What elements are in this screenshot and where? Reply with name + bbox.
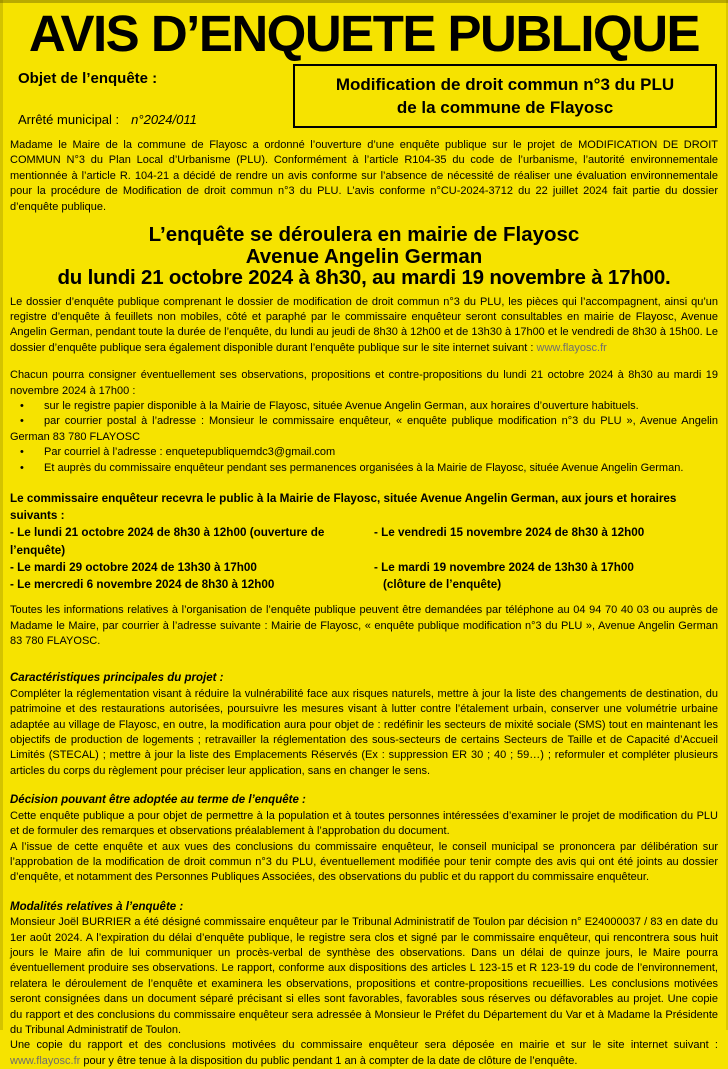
project-heading: Caractéristiques principales du projet :: [10, 672, 224, 685]
header-left: [10, 64, 197, 128]
header-row: [10, 64, 718, 128]
modalites-paragraph-2-text: Une copie du rapport et des conclusions motivées du commissaire enquêteur sera déposée en mairie et sur le site internet suivant :: [10, 1039, 718, 1052]
modalites-paragraph-2: [10, 1038, 718, 1069]
observations-intro: Chacun pourra consigner éventuellement ses observations, propositions et contre-propositions du lundi 21 octobre 2024 à 8h30 au mardi 19 novembre 2024 à 17h00 :: [10, 369, 718, 397]
observation-item-courrier: [10, 414, 718, 445]
schedule-item-1: - Le lundi 21 octobre 2024 de 8h30 à 12h00 (ouverture de l’enquête): [10, 526, 325, 557]
subject-box: [293, 64, 717, 128]
banner-line3: du lundi 21 octobre 2024 à 8h30, au mardi 19 novembre à 17h00.: [57, 266, 671, 290]
banner-heading: [10, 224, 718, 289]
decision-section: [10, 793, 718, 885]
page-title: AVIS D’ENQUETE PUBLIQUE: [28, 5, 700, 62]
report-website-link[interactable]: www.flayosc.fr: [10, 1054, 81, 1067]
dossier-paragraph: [10, 295, 718, 357]
schedule-item-5-closure-note: (clôture de l’enquête): [383, 578, 502, 592]
bullet-icon: •: [20, 399, 24, 412]
bullet-icon: •: [20, 446, 24, 459]
observations-section: [10, 368, 718, 476]
schedule-item-4: - Le vendredi 15 novembre 2024 de 8h30 à 12h00: [374, 526, 645, 540]
observation-item-permanences: [10, 461, 718, 476]
permanences-intro: Le commissaire enquêteur recevra le public à la Mairie de Flayosc, située Avenue Angelin German, aux jours et horaires suivants :: [10, 492, 677, 523]
project-section: [10, 671, 718, 779]
dossier-text: Le dossier d’enquête publique comprenant le dossier de modification de droit commun n°3 du PLU, les pièces qui l’accompagnent, ainsi qu’un registre d’enquête à feuillets non mobiles, côté et paraphé par le commissaire enquêteur seront consultables en mairie de Flayosc, Avenue Angelin German, pendant toute la durée de l’enquête, du lundi au jeudi de 8h30 à 12h00 et de 13h30 à 17h00 et le vendredi de 8h30 à 15h00. Le dossier d’enquête publique sera également disponible durant l’enquête publique sur le site internet suivant :: [10, 295, 718, 354]
project-body: Compléter la réglementation visant à réduire la vulnérabilité face aux risques naturels, mettre à jour la liste des changements de destination, du patrimoine et des restaurations autorisées, poursuivre les mesures visant à lutter contre l’étalement urbain, conserver une volumétrie urbaine adaptée au village de Flayosc, en outre, la modification aura pour objet de : redéfinir les secteurs de mixité sociale (SMS) tout en maintenant les objectifs de production de logements ; retravailler la réglementation des sous-secteurs de certains Secteurs de Taille et de Capacité d’Accueil Limités (STECAL) ; mettre à jour la liste des Emplacements Réservés (Ex : suppression ER 30 ; 40 ; 59…) ; reformuler et compléter plusieurs articles du corps du règlement pour préciser leur application, sans en changer le sens.: [10, 687, 718, 777]
decision-heading: Décision pouvant être adoptée au terme de l’enquête :: [10, 794, 306, 807]
modalites-section: [10, 900, 718, 1069]
banner-line2: Avenue Angelin German: [245, 244, 483, 268]
subject-line2: de la commune de Flayosc: [396, 98, 614, 117]
decree-number: n°2024/011: [131, 112, 197, 127]
permanences-section: [10, 490, 718, 593]
bullet-icon: •: [20, 415, 24, 428]
subject-line1: Modification de droit commun n°3 du PLU: [335, 75, 675, 94]
bullet-text: Et auprès du commissaire enquêteur pendant ses permanences organisées à la Mairie de Flayosc, située Avenue Angelin German.: [44, 461, 684, 474]
decree-line: [18, 112, 197, 127]
decision-paragraph-2: A l’issue de cette enquête et aux vues des conclusions du commissaire enquêteur, le conseil municipal se prononcera par délibération sur l’approbation de la modification de droit commun n°3 du PLU, éventuellement modifiée pour tenir compte des avis qui ont été joints au dossier d’enquête, et notamment des Personnes Publiques Associées, des observations du public et du rapport du commissaire enquêteur.: [10, 840, 718, 884]
object-label: Objet de l’enquête :: [18, 70, 158, 87]
decree-label: Arrêté municipal :: [18, 112, 120, 127]
schedule-item-5: - Le mardi 19 novembre 2024 de 13h30 à 17h00: [374, 560, 634, 574]
banner-line1: L’enquête se déroulera en mairie de Flayosc: [148, 223, 580, 247]
decision-paragraph-1: Cette enquête publique a pour objet de permettre à la population et à toutes personnes intéressées d’examiner le projet de modification du PLU et de formuler des remarques et observations préalablement à l’approbation du document.: [10, 809, 718, 838]
bullet-text: par courrier postal à l’adresse : Monsieur le commissaire enquêteur, « enquête publique modification n°3 du PLU », Avenue Angelin German 83 780 FLAYOSC: [10, 415, 718, 443]
bullet-icon: •: [20, 461, 24, 474]
dossier-website-link[interactable]: www.flayosc.fr: [536, 341, 607, 354]
schedule-item-3: - Le mercredi 6 novembre 2024 de 8h30 à 12h00: [10, 578, 275, 592]
observation-item-registre: [10, 399, 718, 414]
modalites-heading: Modalités relatives à l’enquête :: [10, 900, 184, 913]
schedule-item-2: - Le mardi 29 octobre 2024 de 13h30 à 17h00: [10, 560, 257, 574]
contact-paragraph: Toutes les informations relatives à l’organisation de l’enquête publique peuvent être demandées par téléphone au 04 94 70 40 03 ou auprès de Madame le Maire, par courrier à l’adresse suivante : Mairie de Flayosc, « enquête publique modification n°3 du PLU », Avenue Angelin German 83 780 FLAYOSC.: [10, 604, 718, 648]
intro-paragraph: Madame le Maire de la commune de Flayosc a ordonné l’ouverture d’une enquête publique sur le projet de MODIFICATION DE DROIT COMMUN N°3 du Plan Local d’Urbanisme (PLU). Conformément à l’article R104-35 du code de l’urbanisme, l’autorité environnementale mentionnée à l’article R. 104-21 a décidé de rendre un avis conforme sur l’absence de nécessité de réaliser une évaluation environnementale pour la procédure de Modification de droit commun n°3 du PLU. L’avis conforme n°CU-2024-3712 du 22 juillet 2024 fait partie du dossier d’enquête publique.: [10, 139, 718, 213]
permanences-grid: [10, 524, 718, 593]
observation-item-courriel: [10, 445, 718, 460]
bullet-text: sur le registre papier disponible à la Mairie de Flayosc, située Avenue Angelin German, aux horaires d’ouverture habituels.: [44, 399, 639, 412]
bullet-text: Par courriel à l’adresse : enquetepubliquemdc3@gmail.com: [44, 446, 336, 459]
modalites-paragraph-2-tail: pour y être tenue à la disposition du public pendant 1 an à compter de la date de clôture de l’enquête.: [80, 1054, 578, 1067]
modalites-paragraph-1: Monsieur Joël BURRIER a été désigné commissaire enquêteur par le Tribunal Administratif de Toulon par décision n° E24000037 / 83 en date du 1er août 2024. A l’expiration du délai d’enquête publique, le registre sera clos et signé par le commissaire enquêteur, qui rencontrera sous huit jours le Maire afin de lui communiquer un procès-verbal de synthèse des observations. Dans un délai de quinze jours, le Maire pourra éventuellement produire ses observations. Le rapport, conforme aux dispositions des articles L 123-15 et R 123-19 du code de l’environnement, relatera le déroulement de l’enquête et examinera les observations, propositions et contre-propositions recueillies. Les conclusions motivées seront consignées dans un document séparé précisant si elles sont favorables, favorables sous réserves ou défavorables au projet. Une copie du rapport et des conclusions du commissaire enquêteur sera adressée à Monsieur le Préfet du Département du Var et à Madame la Présidente du Tribunal Administratif de Toulon.: [10, 916, 718, 1036]
